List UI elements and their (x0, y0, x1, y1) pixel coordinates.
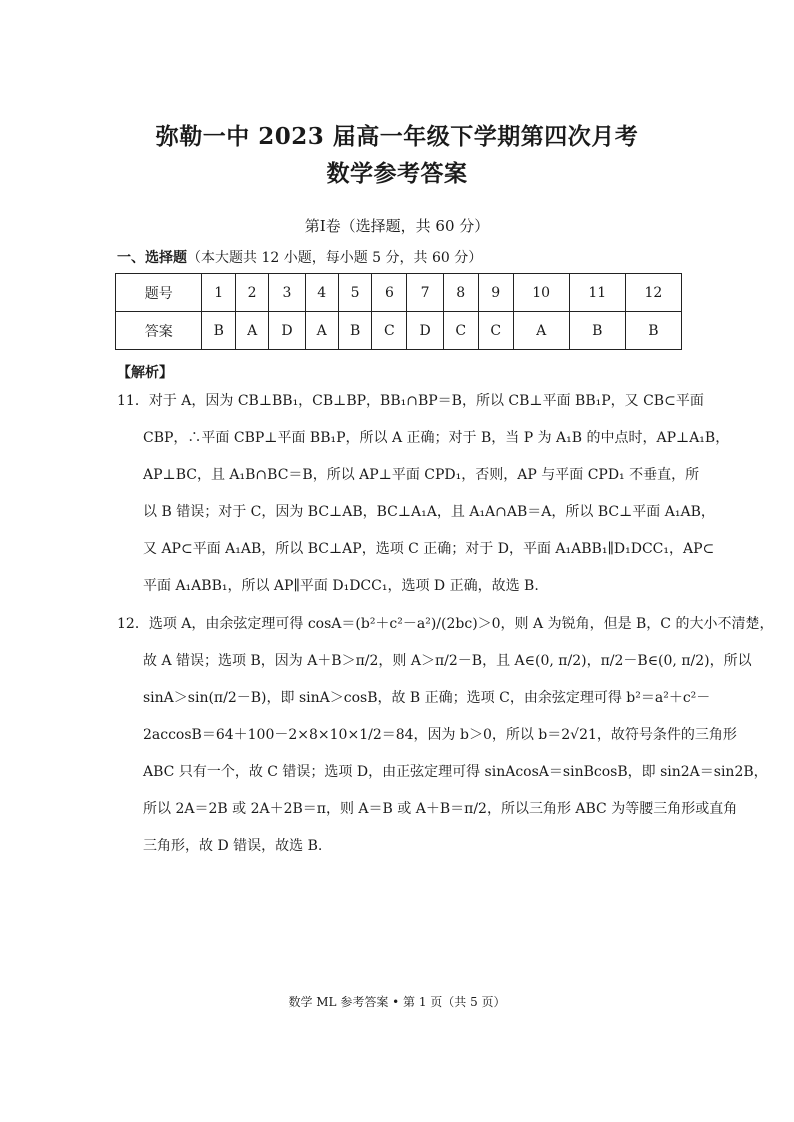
question-number-cell: 10 (513, 274, 569, 312)
q11-line: 平面 A₁ABB₁，所以 AP∥平面 D₁DCC₁，选项 D 正确，故选 B. (143, 578, 539, 594)
answer-cell: B (569, 312, 625, 350)
question-number-cell: 7 (407, 274, 443, 312)
section-label: 一、选择题 (117, 250, 187, 266)
q11-line: 11．对于 A，因为 CB⊥BB₁，CB⊥BP，BB₁∩BP＝B，所以 CB⊥平面 BB₁P，又 CB⊂平面 (117, 393, 704, 409)
answer-table-answer-row (116, 312, 682, 350)
q11-explanation (117, 383, 730, 605)
question-number-cell: 6 (372, 274, 407, 312)
table-header-cell: 答案 (116, 312, 202, 350)
analysis-label: 【解析】 (117, 365, 173, 381)
answer-cell: A (513, 312, 569, 350)
document-subtitle: 数学参考答案 (326, 160, 468, 187)
q12-line: 三角形，故 D 错误，故选 B. (143, 838, 323, 854)
q11-line: 以 B 错误；对于 C，因为 BC⊥AB，BC⊥A₁A，且 A₁A∩AB＝A，所以 BC⊥平面 A₁AB， (143, 504, 715, 520)
part-title: 第Ⅰ卷（选择题，共 60 分） (304, 217, 490, 235)
q12-line: sinA＞sin(π/2－B)，即 sinA＞cosB，故 B 正确；选项 C，由余弦定理可得 b²＝a²＋c²－ (143, 690, 711, 706)
q12-line: 12．选项 A，由余弦定理可得 cosA＝(b²＋c²－a²)/(2bc)＞0，则 A 为锐角，但是 B，C 的大小不清楚， (117, 616, 774, 632)
answer-cell: C (478, 312, 513, 350)
answer-table (115, 273, 682, 350)
q12-line: ABC 只有一个，故 C 错误；选项 D，由正弦定理可得 sinAcosA＝sinBcosB，即 sin2A＝sin2B， (143, 764, 768, 780)
answer-cell: B (202, 312, 236, 350)
answer-cell: D (407, 312, 443, 350)
answer-cell: D (269, 312, 305, 350)
answer-table-number-row (116, 274, 682, 312)
question-number-cell: 5 (338, 274, 372, 312)
q12-explanation (117, 606, 774, 865)
answer-cell: C (443, 312, 478, 350)
q12-line: 故 A 错误；选项 B，因为 A＋B＞π/2，则 A＞π/2－B，且 A∈(0, π/2)，π/2－B∈(0, π/2)，所以 (143, 653, 752, 669)
question-number-cell: 1 (202, 274, 236, 312)
q11-line: CBP，∴平面 CBP⊥平面 BB₁P，所以 A 正确；对于 B，当 P 为 A₁B 的中点时，AP⊥A₁B， (143, 430, 730, 446)
question-number-cell: 12 (625, 274, 681, 312)
table-header-cell: 题号 (116, 274, 202, 312)
question-number-cell: 3 (269, 274, 305, 312)
answer-cell: B (338, 312, 372, 350)
page-footer: 数学 ML 参考答案 • 第 1 页（共 5 页） (288, 995, 506, 1009)
q12-line: 所以 2A＝2B 或 2A＋2B＝π，则 A＝B 或 A＋B＝π/2，所以三角形 ABC 为等腰三角形或直角 (143, 801, 738, 817)
question-number-cell: 9 (478, 274, 513, 312)
question-number-cell: 4 (305, 274, 338, 312)
section-heading (117, 247, 482, 267)
q12-line: 2accosB＝64＋100－2×8×10×1/2＝84，因为 b＞0，所以 b＝2√21，故符号条件的三角形 (143, 727, 737, 743)
question-number-cell: 8 (443, 274, 478, 312)
question-number-cell: 2 (236, 274, 269, 312)
document-title: 弥勒一中 2023 届高一年级下学期第四次月考 (155, 123, 639, 150)
q11-line: 又 AP⊂平面 A₁AB，所以 BC⊥AP，选项 C 正确；对于 D，平面 A₁ABB₁∥D₁DCC₁，AP⊂ (143, 541, 715, 557)
section-note: （本大题共 12 小题，每小题 5 分，共 60 分） (187, 250, 483, 266)
question-number-cell: 11 (569, 274, 625, 312)
answer-cell: A (236, 312, 269, 350)
answer-cell: B (625, 312, 681, 350)
answer-cell: C (372, 312, 407, 350)
q11-line: AP⊥BC，且 A₁B∩BC＝B，所以 AP⊥平面 CPD₁，否则，AP 与平面 CPD₁ 不垂直，所 (143, 467, 700, 483)
answer-cell: A (305, 312, 338, 350)
